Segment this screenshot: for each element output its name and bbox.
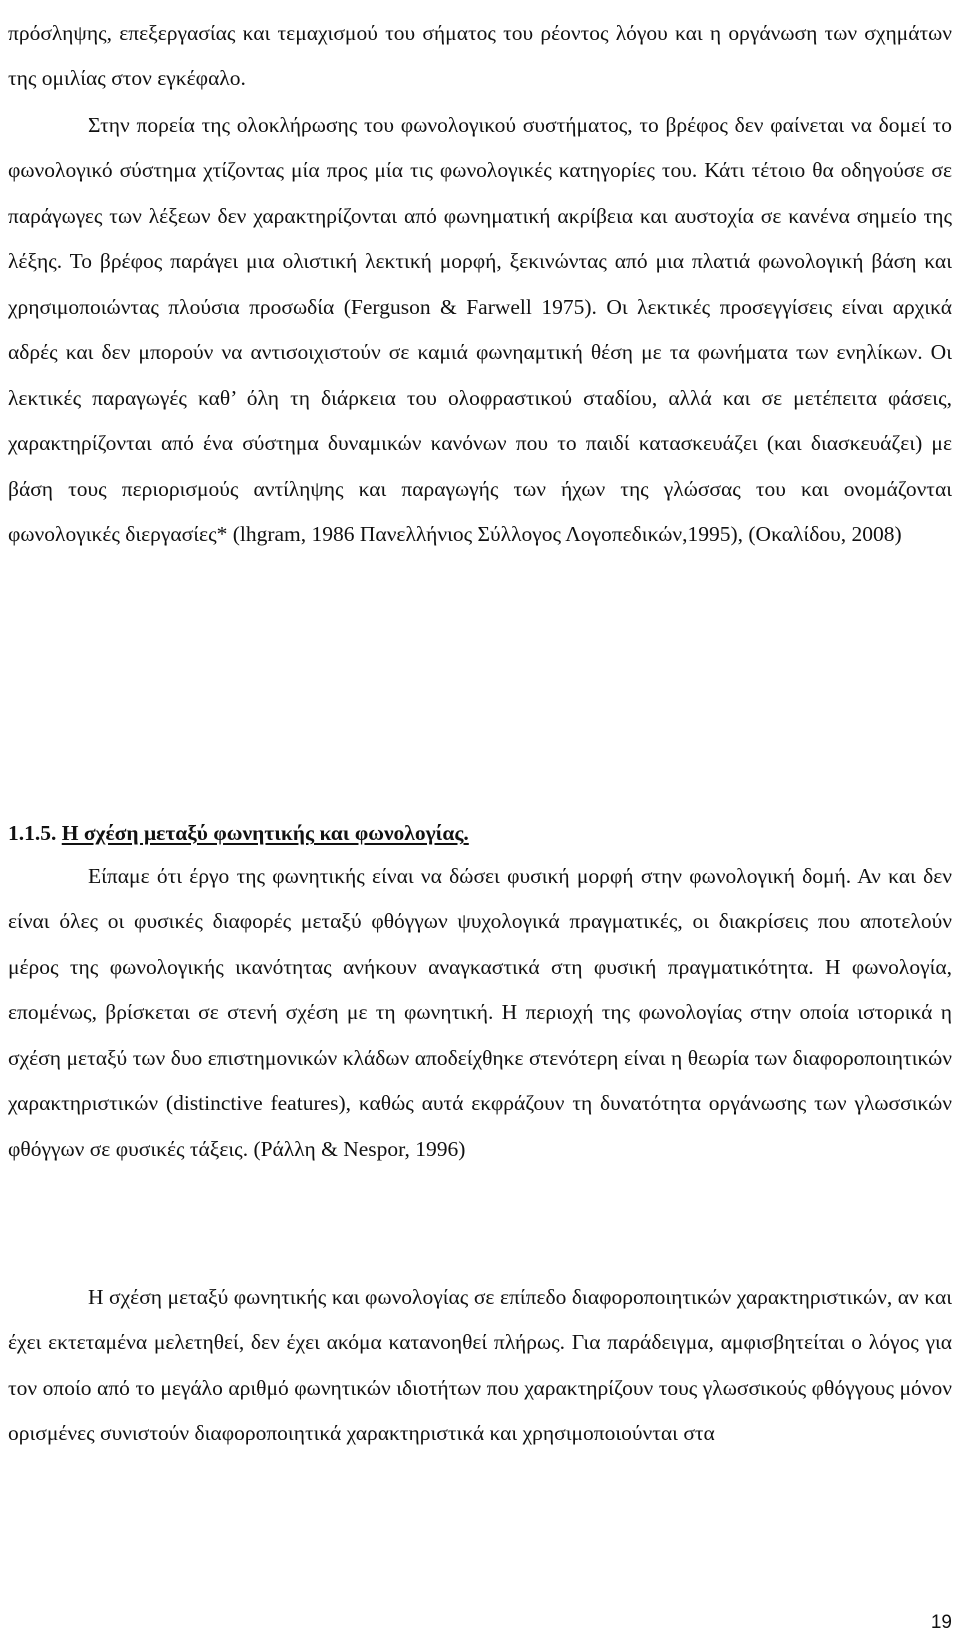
paragraph-continuation: πρόσληψης, επεξεργασίας και τεμαχισμού του σήματος του ρέοντος λόγου και η οργάνωση των σχημάτων της ομιλίας στον εγκέφαλο.: [8, 20, 952, 90]
section-number: 1.1.5.: [8, 821, 57, 845]
paragraph-phonetics-phonology-relation: Είπαμε ότι έργο της φωνητικής είναι να δώσει φυσική μορφή στην φωνολογική δομή. Αν και δεν είναι όλες οι φυσικές διαφορές μεταξύ φθόγγων ψυχολογικά πραγματικές, οι διακρίσεις που αποτελούν μέρος της φωνολογικής ικανότητας ανήκουν αναγκαστικά στη φυσική πραγματικότητα. Η φωνολογία, επομένως, βρίσκεται σε στενή σχέση με τη φωνητική. Η περιοχή της φωνολογίας στην οποία ιστορικά η σχέση μεταξύ των δυο επιστημονικών κλάδων αποδείχθηκε στενότερη είναι η θεωρία των διαφοροποιητικών χαρακτηριστικών (distinctive features), καθώς αυτά εκφράζουν τη δυνατότητα οργάνωσης των γλωσσικών φθόγγων σε φυσικές τάξεις. (Ράλλη & Nespor, 1996): [8, 863, 952, 1161]
page-number: 19: [930, 1612, 952, 1633]
paragraph-distinctive-features: Η σχέση μεταξύ φωνητικής και φωνολογίας σε επίπεδο διαφοροποιητικών χαρακτηριστικών, αν και έχει εκτεταμένα μελετηθεί, δεν έχει ακόμα κατανοηθεί πλήρως. Για παράδειγμα, αμφισβητείται ο λόγος για τον οποίο από το μεγάλο αριθμό φωνητικών ιδιοτήτων που χαρακτηρίζουν τους γλωσσικούς φθόγγους μόνον ορισμένες συνιστούν διαφοροποιητικά χαρακτηριστικά και χρησιμοποιούνται στα: [8, 1284, 952, 1445]
paragraph-phonological-system: Στην πορεία της ολοκλήρωσης του φωνολογικού συστήματος, το βρέφος δεν φαίνεται να δομεί το φωνολογικό σύστημα χτίζοντας μία προς μία τις φωνολογικές κατηγορίες του. Κάτι τέτοιο θα οδηγούσε σε παράγωγες των λέξεων δεν χαρακτηρίζονται από φωνηματική ακρίβεια και αυστοχία σε κανένα σημείο της λέξης. Το βρέφος παράγει μια ολιστική λεκτική μορφή, ξεκινώντας από μια πλατιά φωνολογική βάση και χρησιμοποιώντας πλούσια προσωδία (Ferguson & Farwell 1975). Οι λεκτικές προσεγγίσεις είναι αρχικά αδρές και δεν μπορούν να αντισοιχιστούν σε καμιά φωνηαμτική θέση με τα φωνήματα των ενηλίκων. Οι λεκτικές παραγωγές καθ’ όλη τη διάρκεια του ολοφραστικού σταδίου, αλλά και σε μετέπειτα φάσεις, χαρακτηρίζονται από ένα σύστημα δυναμικών κανόνων που το παιδί κατασκευάζει (και διασκευάζει) με βάση τους περιορισμούς αντίληψης και παραγωγής των ήχων της γλώσσας του και ονομάζονται φωνολογικές διεργασίες* (lhgram, 1986 Πανελλήνιος Σύλλογος Λογοπεδικών,1995), (Οκαλίδου, 2008): [8, 112, 952, 546]
section-title: Η σχέση μεταξύ φωνητικής και φωνολογίας.: [61, 821, 469, 845]
section-heading: [8, 818, 469, 848]
